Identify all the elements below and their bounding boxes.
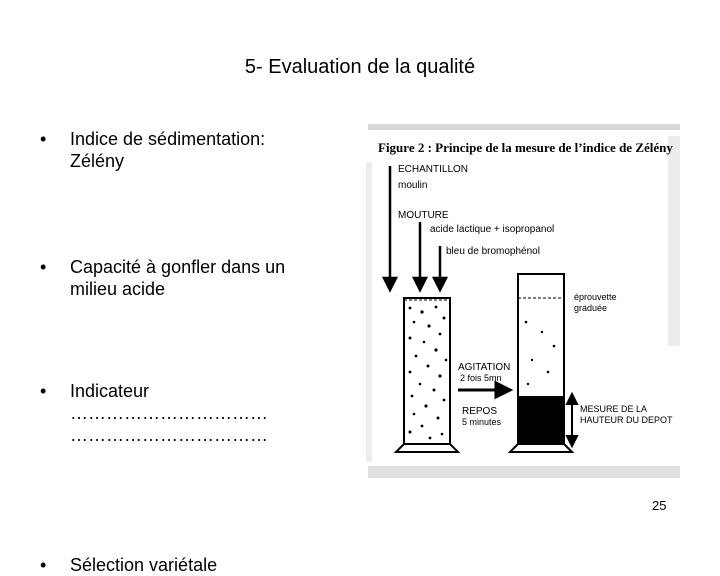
process-arrow — [458, 383, 510, 397]
bullet-text: Indicateur — [70, 381, 150, 401]
bullet-item — [40, 256, 350, 300]
page-number: 25 — [652, 498, 667, 513]
bullet-text: Capacité à gonfler dans un — [70, 257, 286, 277]
bullet-dot: • — [40, 555, 47, 575]
label-hauteur-depot: HAUTEUR DU DEPOT — [580, 415, 673, 425]
label-mesure: MESURE DE LA — [580, 404, 648, 414]
bullet-item — [40, 554, 350, 576]
bullet-list — [40, 128, 350, 575]
label-bromophenol: bleu de bromophénol — [446, 246, 540, 257]
label-eprouvette: éprouvette — [574, 292, 617, 302]
label-echantillon: ECHANTILLON — [398, 164, 469, 175]
bullet-dot: • — [40, 257, 47, 277]
bullet-item — [40, 128, 350, 172]
label-acide: acide lactique + isopropanol — [430, 224, 555, 235]
blank-line: …………………………… — [70, 403, 268, 423]
bullet-text: Indice de sédimentation: — [70, 129, 266, 149]
label-agitation-duration: 2 fois 5mn — [460, 373, 502, 383]
slide-title: 5- Evaluation de la qualité — [244, 56, 476, 78]
measure-arrow — [567, 394, 577, 446]
bullet-item — [40, 380, 350, 446]
label-moulin: moulin — [398, 180, 428, 191]
bullet-text: milieu acide — [70, 279, 166, 299]
right-cylinder — [510, 274, 572, 452]
label-mouture: MOUTURE — [398, 210, 449, 221]
bullet-text: Zélény — [70, 151, 125, 171]
label-agitation: AGITATION — [458, 362, 511, 373]
label-repos: REPOS — [462, 406, 498, 417]
label-graduee: graduée — [574, 303, 608, 313]
label-repos-duration: 5 minutes — [462, 417, 502, 427]
figure-caption: Figure 2 : Principe de la mesure de l’indice de Zélény — [378, 140, 673, 155]
bullet-dot: • — [40, 381, 47, 401]
left-cylinder — [396, 298, 458, 452]
bullet-text: Sélection variétale — [70, 555, 218, 575]
zeleny-figure — [366, 122, 684, 482]
blank-line: …………………………… — [70, 425, 268, 445]
sediment-deposit — [519, 396, 563, 444]
bullet-dot: • — [40, 129, 47, 149]
